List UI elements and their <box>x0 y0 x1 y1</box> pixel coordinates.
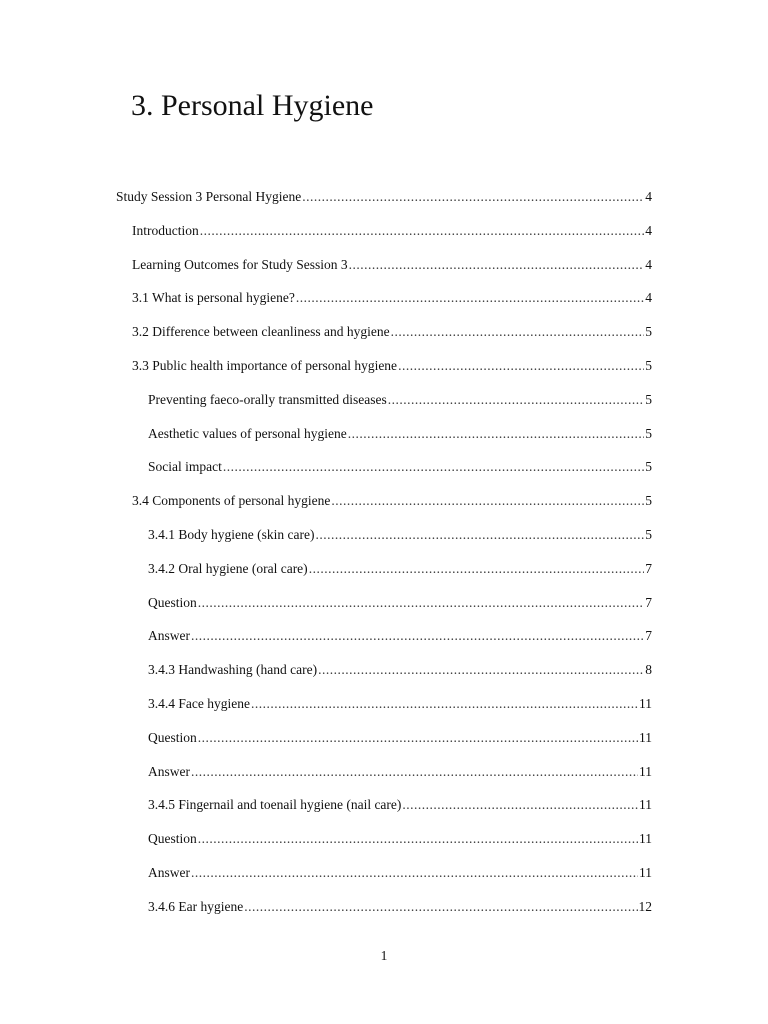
toc-entry[interactable] <box>148 862 652 884</box>
toc-dot-leader <box>388 389 644 411</box>
toc-entry-label: 3.4.4 Face hygiene <box>148 696 250 711</box>
toc-entry[interactable] <box>148 659 652 681</box>
toc-entry-label: Introduction <box>132 222 199 238</box>
toc-dot-leader <box>251 693 638 715</box>
toc-entry[interactable] <box>148 558 652 580</box>
toc-entry-page: 5 <box>645 324 652 340</box>
toc-entry-label: Study Session 3 Personal Hygiene <box>116 189 302 204</box>
toc-entry-label: 3.1 What is personal hygiene? <box>132 290 295 306</box>
toc-entry-label: 3.4.5 Fingernail and toenail hygiene (nail care) <box>148 797 402 813</box>
toc-dot-leader <box>200 220 645 242</box>
toc-entry-page: 5 <box>645 527 652 542</box>
toc-entry[interactable] <box>148 828 652 850</box>
toc-entry-label: 3.4.3 Handwashing (hand care) <box>148 662 318 678</box>
toc-entry-label: Answer <box>148 865 190 880</box>
toc-entry[interactable] <box>148 727 652 749</box>
toc-entry-label: Preventing faeco-orally transmitted diseases <box>148 391 387 407</box>
toc-entry-label: 3.4 Components of personal hygiene <box>132 493 331 509</box>
toc-dot-leader <box>402 794 638 816</box>
toc-entry-page: 7 <box>645 628 652 644</box>
toc-entry[interactable] <box>132 287 652 309</box>
toc-entry-page: 11 <box>639 797 652 813</box>
toc-dot-leader <box>244 896 637 918</box>
toc-entry[interactable] <box>148 456 652 478</box>
toc-entry[interactable] <box>148 389 652 411</box>
toc-entry[interactable] <box>148 896 652 918</box>
toc-dot-leader <box>302 186 644 208</box>
toc-entry-label: Question <box>148 831 197 847</box>
toc-entry[interactable] <box>132 355 652 377</box>
toc-entry[interactable] <box>148 524 652 546</box>
toc-dot-leader <box>318 659 644 681</box>
toc-entry-page: 11 <box>639 729 652 745</box>
toc-entry-label: 3.4.6 Ear hygiene <box>148 898 244 914</box>
toc-entry[interactable] <box>148 761 652 783</box>
toc-entry-label: Learning Outcomes for Study Session 3 <box>132 256 348 272</box>
toc-entry[interactable] <box>116 186 652 208</box>
toc-entry-page: 5 <box>645 493 652 509</box>
toc-entry-label: 3.3 Public health importance of personal hygiene <box>132 358 398 373</box>
toc-entry-page: 8 <box>645 662 652 678</box>
toc-dot-leader <box>198 828 638 850</box>
toc-dot-leader <box>391 321 645 343</box>
toc-entry-page: 5 <box>645 425 652 441</box>
toc-entry-page: 11 <box>639 831 652 847</box>
toc-entry[interactable] <box>132 254 652 276</box>
toc-entry-page: 11 <box>639 696 652 711</box>
toc-entry-page: 5 <box>645 358 652 373</box>
toc-entry-label: Answer <box>148 628 190 644</box>
toc-dot-leader <box>349 254 645 276</box>
toc-entry-page: 12 <box>638 898 652 914</box>
toc-entry-page: 4 <box>645 222 652 238</box>
toc-dot-leader <box>331 490 644 512</box>
toc-entry-page: 4 <box>645 256 652 272</box>
toc-entry-page: 5 <box>645 391 652 407</box>
page-title: 3. Personal Hygiene <box>131 89 374 122</box>
toc-entry[interactable] <box>148 592 652 614</box>
toc-dot-leader <box>191 862 638 884</box>
toc-entry-label: Social impact <box>148 459 222 475</box>
toc-dot-leader <box>198 727 638 749</box>
toc-entry[interactable] <box>148 693 652 715</box>
page-number: 1 <box>380 948 388 963</box>
toc-entry-page: 11 <box>639 865 652 880</box>
toc-entry-label: Question <box>148 594 197 610</box>
toc-entry-label: Answer <box>148 763 190 779</box>
toc-dot-leader <box>198 592 645 614</box>
toc-dot-leader <box>191 761 638 783</box>
toc-entry-page: 7 <box>645 594 652 610</box>
toc-entry-label: Aesthetic values of personal hygiene <box>148 425 347 441</box>
toc-entry-label: 3.4.2 Oral hygiene (oral care) <box>148 560 308 576</box>
toc-entry-page: 5 <box>645 459 652 475</box>
toc-dot-leader <box>398 355 644 377</box>
toc-entry[interactable] <box>132 220 652 242</box>
toc-entry[interactable] <box>148 423 652 445</box>
toc-dot-leader <box>315 524 644 546</box>
toc-dot-leader <box>309 558 645 580</box>
toc-entry-label: Question <box>148 729 197 745</box>
toc-entry[interactable] <box>132 490 652 512</box>
toc-entry[interactable] <box>148 794 652 816</box>
toc-entry[interactable] <box>132 321 652 343</box>
toc-dot-leader <box>191 625 644 647</box>
toc-entry-page: 7 <box>645 560 652 576</box>
toc-dot-leader <box>296 287 644 309</box>
toc-dot-leader <box>223 456 644 478</box>
toc-entry-page: 4 <box>645 290 652 306</box>
toc-entry-page: 11 <box>639 763 652 779</box>
toc-entry-label: 3.4.1 Body hygiene (skin care) <box>148 527 315 542</box>
toc-entry-label: 3.2 Difference between cleanliness and hygiene <box>132 324 390 340</box>
toc-dot-leader <box>348 423 645 445</box>
toc-entry[interactable] <box>148 625 652 647</box>
toc-entry-page: 4 <box>645 189 652 204</box>
